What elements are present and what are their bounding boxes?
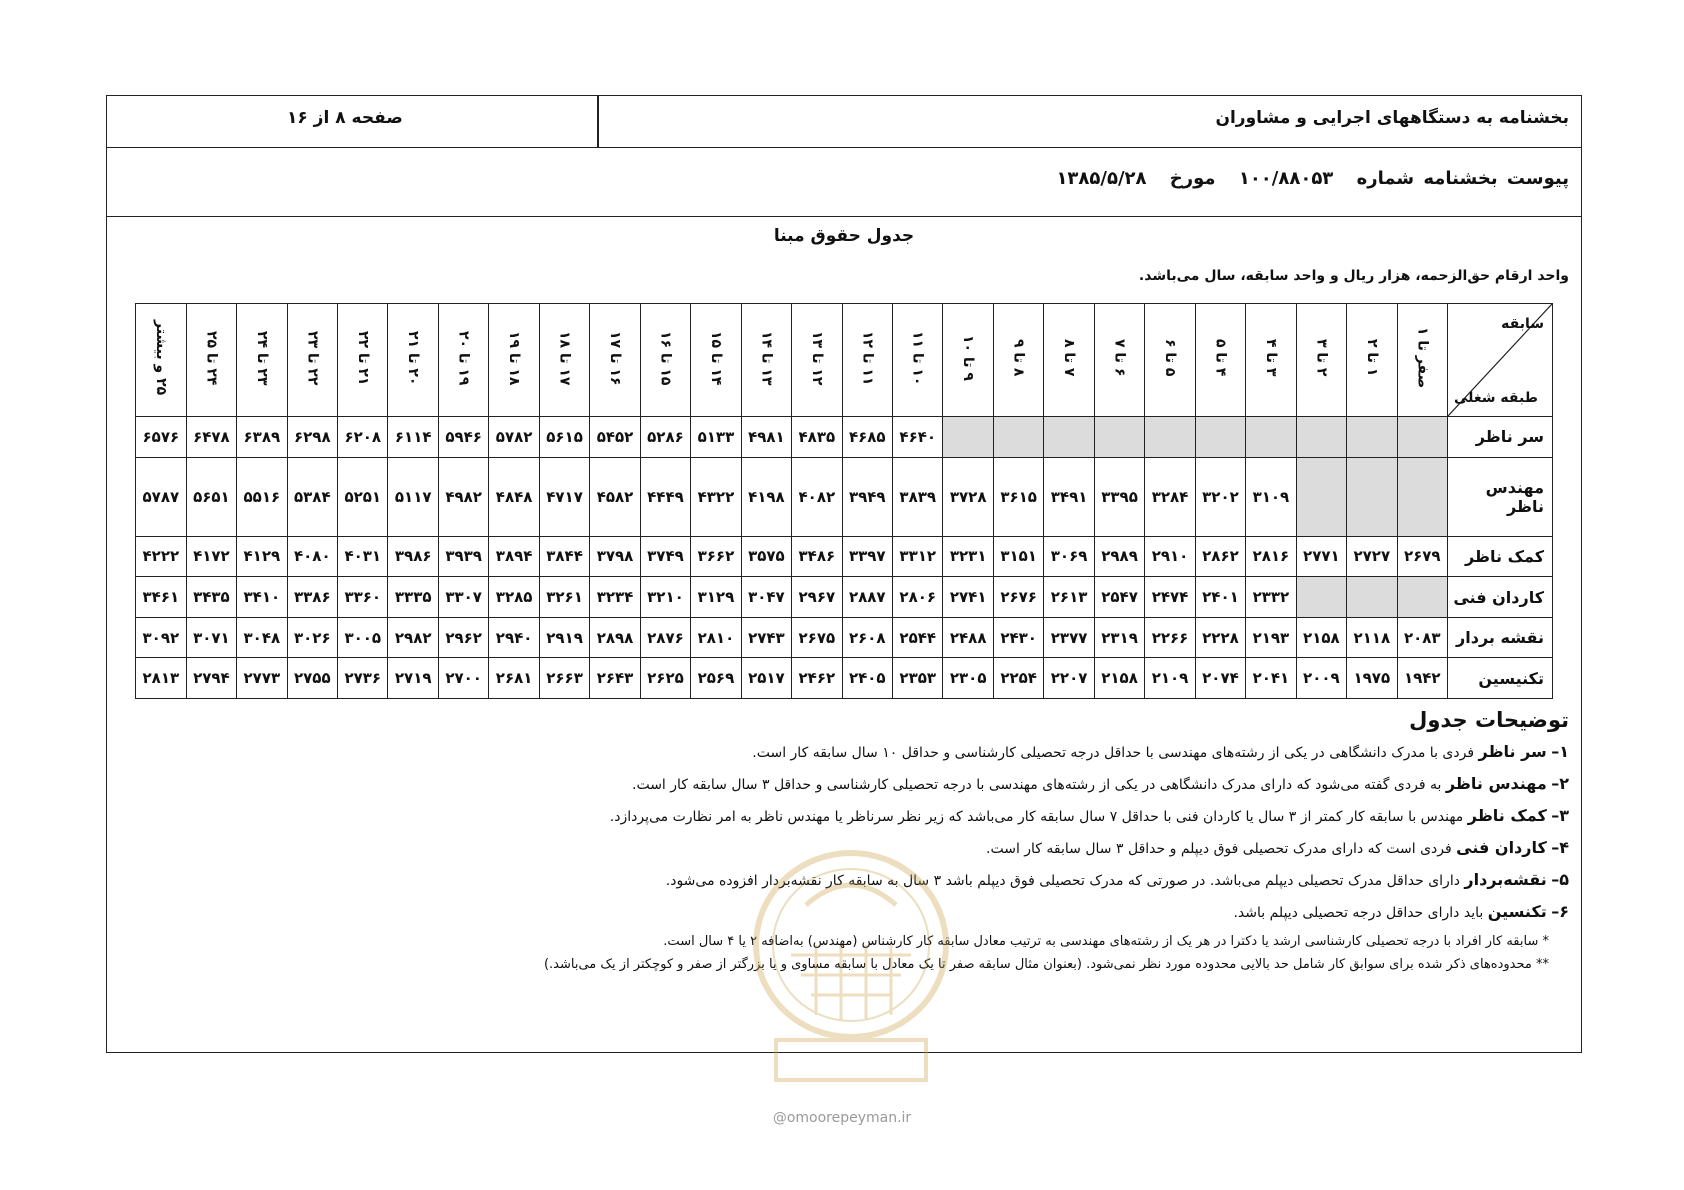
column-header-label: ۱۴ تا ۱۵: [707, 330, 724, 386]
page-number: صفحه ۸ از ۱۶: [287, 108, 403, 128]
column-header: [1094, 304, 1144, 417]
column-header-label: ۱۶ تا ۱۷: [607, 330, 624, 386]
table-cell: ۲۹۱۹: [539, 617, 589, 658]
note-term: نقشه‌بردار: [1464, 870, 1547, 889]
table-cell: ۳۴۹۱: [1044, 457, 1094, 536]
table-row: [136, 536, 1553, 577]
column-header-label: ۱۳ تا ۱۴: [758, 330, 775, 386]
table-cell: ۳۴۳۵: [186, 577, 236, 618]
table-cell-empty: [1347, 417, 1397, 458]
seal-watermark: [746, 845, 956, 1095]
column-header: [842, 304, 892, 417]
attachment-number: ۱۰۰/۸۸۰۵۳: [1238, 168, 1334, 189]
row-label: نقشه بردار: [1448, 617, 1553, 658]
note-number: ۶–: [1551, 902, 1569, 921]
table-cell: ۴۷۱۷: [539, 457, 589, 536]
table-cell: ۲۳۷۷: [1044, 617, 1094, 658]
column-header: [438, 304, 488, 417]
footnote-1: * سابقه کار افراد با درجه تحصیلی کارشناسی ارشد یا دکترا در هر یک از رشته‌های مهندسی به ترتیب معادل سابقه کار کارشناس (مهندس) به‌اضافه ۲ یا ۴ سال است.: [663, 934, 1549, 949]
table-cell: ۲۸۱۶: [1246, 536, 1296, 577]
table-cell-empty: [1094, 417, 1144, 458]
table-cell: ۳۳۸۶: [287, 577, 337, 618]
table-cell: ۵۶۱۵: [539, 417, 589, 458]
table-cell: ۲۷۷۳: [237, 658, 287, 699]
table-cell: ۲۷۱۹: [388, 658, 438, 699]
column-header-label: ۱۰ تا ۱۱: [909, 330, 926, 386]
table-cell: ۶۴۷۸: [186, 417, 236, 458]
table-cell: ۵۳۸۴: [287, 457, 337, 536]
table-cell: ۳۷۴۹: [640, 536, 690, 577]
table-cell: ۵۲۸۶: [640, 417, 690, 458]
table-cell: ۳۹۳۹: [438, 536, 488, 577]
table-cell: ۳۰۰۵: [338, 617, 388, 658]
note-number: ۳–: [1551, 806, 1569, 825]
table-cell: ۳۹۴۹: [842, 457, 892, 536]
table-cell: ۵۵۱۶: [237, 457, 287, 536]
table-cell: ۶۱۱۴: [388, 417, 438, 458]
table-row: [136, 457, 1553, 536]
column-header-label: ۱۱ تا ۱۲: [859, 330, 876, 386]
column-header: [893, 304, 943, 417]
column-header: [489, 304, 539, 417]
table-cell: ۴۰۳۱: [338, 536, 388, 577]
table-cell: ۳۰۷۱: [186, 617, 236, 658]
table-cell: ۲۵۱۷: [741, 658, 791, 699]
table-cell: ۳۷۹۸: [590, 536, 640, 577]
column-header-label: ۳ تا ۴: [1262, 339, 1279, 377]
table-cell: ۲۹۸۹: [1094, 536, 1144, 577]
table-cell: ۲۶۱۳: [1044, 577, 1094, 618]
table-cell: ۳۶۱۵: [993, 457, 1043, 536]
column-header: [186, 304, 236, 417]
table-cell: ۳۰۹۲: [136, 617, 187, 658]
corner-label-category: طبقه شغلی: [1454, 390, 1538, 406]
table-cell: ۳۳۶۰: [338, 577, 388, 618]
table-cell: ۵۷۸۷: [136, 457, 187, 536]
table-cell: ۳۳۳۵: [388, 577, 438, 618]
table-cell: ۳۲۰۲: [1195, 457, 1245, 536]
table-cell: ۴۱۹۸: [741, 457, 791, 536]
note-number: ۵–: [1551, 870, 1569, 889]
row-label: تکنیسین: [1448, 658, 1553, 699]
table-cell: ۲۱۵۸: [1094, 658, 1144, 699]
note-item: [129, 774, 1569, 795]
table-cell: ۲۰۷۴: [1195, 658, 1245, 699]
footnote-2: ** محدوده‌های ذکر شده برای سوابق کار شامل حد بالایی محدوده مورد نظر نمی‌شود. (بعنوان مثال سابقه صفر تا یک معادل با سابقه مساوی و یا بزرگتر از صفر و کوچکتر از یک می‌باشد.): [543, 957, 1549, 972]
table-cell: ۲۶۰۸: [842, 617, 892, 658]
note-text: به فردی گفته می‌شود که دارای مدرک دانشگاهی در یکی از رشته‌های مهندسی با درجه تحصیلی کارشناسی و حداقل ۳ سال سابقه کار است.: [632, 777, 1442, 793]
table-cell: ۲۸۷۶: [640, 617, 690, 658]
column-header-label: ۱۷ تا ۱۸: [556, 330, 573, 386]
table-cell: ۳۸۹۴: [489, 536, 539, 577]
table-cell: ۲۹۱۰: [1145, 536, 1195, 577]
column-header: [287, 304, 337, 417]
table-row: [136, 417, 1553, 458]
table-cell: ۲۱۵۸: [1296, 617, 1346, 658]
corner-label-experience: سابقه: [1501, 316, 1544, 332]
column-header-label: ۶ تا ۷: [1111, 339, 1128, 377]
table-cell: ۲۹۸۲: [388, 617, 438, 658]
table-cell: ۲۲۰۷: [1044, 658, 1094, 699]
table-cell: ۳۸۴۴: [539, 536, 589, 577]
note-item: [129, 742, 1569, 763]
table-cell-empty: [1044, 417, 1094, 458]
table-cell: ۲۶۲۵: [640, 658, 690, 699]
column-header: [590, 304, 640, 417]
table-cell-empty: [1195, 417, 1245, 458]
note-term: سر ناظر: [1478, 742, 1547, 761]
attachment-prefix: پیوست بخشنامه شماره: [1356, 168, 1569, 189]
table-row: [136, 577, 1553, 618]
table-cell: ۲۶۷۶: [993, 577, 1043, 618]
note-number: ۴–: [1551, 838, 1569, 857]
table-cell: ۲۴۸۸: [943, 617, 993, 658]
column-header-label: ۱۲ تا ۱۳: [808, 330, 825, 386]
table-cell: ۶۲۰۸: [338, 417, 388, 458]
table-cell: ۲۸۱۰: [691, 617, 741, 658]
table-cell: ۲۴۰۱: [1195, 577, 1245, 618]
table-cell: ۲۲۶۶: [1145, 617, 1195, 658]
table-cell: ۲۷۷۱: [1296, 536, 1346, 577]
table-cell: ۲۸۰۶: [893, 577, 943, 618]
watermark-site: @omoorepeyman.ir: [772, 1110, 912, 1126]
note-term: کاردان فنی: [1456, 838, 1547, 857]
column-header: [943, 304, 993, 417]
table-cell: ۲۹۶۷: [792, 577, 842, 618]
table-cell: ۲۷۹۴: [186, 658, 236, 699]
table-corner-cell: [1448, 304, 1553, 417]
table-cell-empty: [1296, 457, 1346, 536]
unit-note: واحد ارقام حق‌الزحمه، هزار ریال و واحد سابقه، سال می‌باشد.: [1138, 268, 1569, 284]
column-header: [792, 304, 842, 417]
table-cell: ۲۷۵۵: [287, 658, 337, 699]
table-cell: ۲۳۵۳: [893, 658, 943, 699]
column-header: [338, 304, 388, 417]
table-cell: ۲۰۸۳: [1397, 617, 1447, 658]
table-cell: ۳۲۳۱: [943, 536, 993, 577]
table-cell: ۲۰۴۱: [1246, 658, 1296, 699]
attachment-dated: مورخ: [1169, 168, 1216, 189]
note-number: ۲–: [1551, 774, 1569, 793]
table-cell: ۱۹۷۵: [1347, 658, 1397, 699]
column-header: [1347, 304, 1397, 417]
table-cell: ۲۶۷۵: [792, 617, 842, 658]
column-header: [539, 304, 589, 417]
table-cell: ۱۹۴۲: [1397, 658, 1447, 699]
table-cell: ۲۶۸۱: [489, 658, 539, 699]
note-text: فردی است که دارای مدرک تحصیلی فوق دیپلم و حداقل ۳ سال سابقه کار است.: [986, 841, 1452, 857]
table-cell: ۲۲۲۸: [1195, 617, 1245, 658]
table-cell: ۲۵۶۹: [691, 658, 741, 699]
table-cell: ۴۳۲۲: [691, 457, 741, 536]
salary-table: [135, 303, 1553, 699]
column-header-label: ۴ تا ۵: [1212, 339, 1229, 377]
attachment-date: ۱۳۸۵/۵/۲۸: [1056, 168, 1147, 189]
table-cell-empty: [1296, 577, 1346, 618]
table-cell-empty: [1145, 417, 1195, 458]
table-cell: ۴۹۸۲: [438, 457, 488, 536]
column-header: [1397, 304, 1447, 417]
column-header: [1044, 304, 1094, 417]
column-header-label: ۱۵ تا ۱۶: [657, 330, 674, 386]
table-cell: ۳۳۹۵: [1094, 457, 1144, 536]
column-header-label: ۲ تا ۳: [1313, 339, 1330, 377]
table-header-row: [136, 304, 1553, 417]
table-cell: ۲۸۹۸: [590, 617, 640, 658]
column-header-label: ۱۹ تا ۲۰: [455, 330, 472, 386]
column-header: [691, 304, 741, 417]
table-cell: ۲۷۴۳: [741, 617, 791, 658]
table-row: [136, 658, 1553, 699]
table-cell: ۳۱۰۹: [1246, 457, 1296, 536]
note-term: تکنسین: [1487, 902, 1547, 921]
table-cell: ۲۵۴۷: [1094, 577, 1144, 618]
table-cell: ۵۷۸۲: [489, 417, 539, 458]
attachment-row: [107, 148, 1581, 217]
table-cell: ۴۱۲۹: [237, 536, 287, 577]
note-text: مهندس با سابقه کار کمتر از ۳ سال یا کاردان فنی با حداقل ۷ سال سابقه کار می‌باشد که زیر نظر سرناظر یا مهندس ناظر به امر نظارت می‌پردازد.: [609, 809, 1464, 825]
column-header-label: ۲۰ تا ۲۱: [405, 330, 422, 386]
table-cell: ۲۶۴۳: [590, 658, 640, 699]
table-cell: ۴۶۴۰: [893, 417, 943, 458]
note-term: کمک ناظر: [1467, 806, 1547, 825]
table-cell: ۵۱۱۷: [388, 457, 438, 536]
column-header-label: ۹ تا ۱۰: [960, 335, 977, 381]
table-cell: ۲۹۴۰: [489, 617, 539, 658]
table-cell: ۳۲۶۱: [539, 577, 589, 618]
table-cell: ۳۲۸۵: [489, 577, 539, 618]
table-cell: ۲۰۰۹: [1296, 658, 1346, 699]
note-text: فردی با مدرک دانشگاهی در یکی از رشته‌های مهندسی با حداقل درجه تحصیلی کارشناسی و حداقل ۱۰ سال سابقه کار است.: [752, 745, 1475, 761]
table-cell: ۵۹۴۶: [438, 417, 488, 458]
note-text: باید دارای حداقل درجه تحصیلی دیپلم باشد.: [1233, 905, 1484, 921]
table-cell: ۳۳۰۷: [438, 577, 488, 618]
table-cell-empty: [1397, 417, 1447, 458]
column-header-label: صفر تا ۱: [1414, 327, 1431, 389]
table-cell: ۳۰۶۹: [1044, 536, 1094, 577]
table-cell: ۳۴۸۶: [792, 536, 842, 577]
column-header-label: ۱۸ تا ۱۹: [506, 330, 523, 386]
table-cell: ۳۹۸۶: [388, 536, 438, 577]
table-cell: ۲۳۳۲: [1246, 577, 1296, 618]
table-cell: ۲۵۴۴: [893, 617, 943, 658]
table-cell: ۳۰۲۶: [287, 617, 337, 658]
table-cell: ۴۹۸۱: [741, 417, 791, 458]
table-cell: ۳۶۶۲: [691, 536, 741, 577]
column-header: [1246, 304, 1296, 417]
table-cell: ۶۳۸۹: [237, 417, 287, 458]
column-header: [640, 304, 690, 417]
table-cell: ۳۵۷۵: [741, 536, 791, 577]
table-cell: ۴۲۲۲: [136, 536, 187, 577]
table-cell: ۲۷۳۶: [338, 658, 388, 699]
column-header-label: ۷ تا ۸: [1061, 339, 1078, 377]
table-cell: ۳۱۲۹: [691, 577, 741, 618]
table-cell-empty: [993, 417, 1043, 458]
column-header-label: ۲۱ تا ۲۲: [354, 330, 371, 386]
table-cell: ۲۴۶۲: [792, 658, 842, 699]
document-title: بخشنامه به دستگاههای اجرایی و مشاوران: [1215, 108, 1569, 128]
table-cell: ۶۲۹۸: [287, 417, 337, 458]
table-cell-empty: [943, 417, 993, 458]
attachment-line: [1042, 168, 1569, 189]
table-cell: ۳۲۳۴: [590, 577, 640, 618]
table-cell: ۲۶۶۳: [539, 658, 589, 699]
row-label: مهندس ناظر: [1448, 457, 1553, 536]
table-cell: ۶۵۷۶: [136, 417, 187, 458]
column-header-label: ۸ تا ۹: [1010, 339, 1027, 377]
table-cell: ۴۰۸۰: [287, 536, 337, 577]
table-cell: ۲۴۳۰: [993, 617, 1043, 658]
table-cell-empty: [1397, 457, 1447, 536]
table-cell: ۲۷۴۱: [943, 577, 993, 618]
column-header: [136, 304, 187, 417]
table-cell-empty: [1397, 577, 1447, 618]
table-cell: ۲۱۹۳: [1246, 617, 1296, 658]
table-cell: ۲۸۱۳: [136, 658, 187, 699]
table-cell: ۲۱۱۸: [1347, 617, 1397, 658]
note-term: مهندس ناظر: [1445, 774, 1547, 793]
table-cell: ۲۸۸۷: [842, 577, 892, 618]
column-header: [993, 304, 1043, 417]
table-cell: ۲۷۲۷: [1347, 536, 1397, 577]
column-header-label: ۲۲ تا ۲۳: [304, 330, 321, 386]
table-cell: ۳۷۲۸: [943, 457, 993, 536]
table-cell: ۲۴۰۵: [842, 658, 892, 699]
table-cell: ۳۴۶۱: [136, 577, 187, 618]
table-cell: ۴۰۸۲: [792, 457, 842, 536]
table-cell: ۳۸۳۹: [893, 457, 943, 536]
table-cell: ۳۰۴۸: [237, 617, 287, 658]
column-header-label: ۲۴ تا ۲۵: [203, 330, 220, 386]
table-cell-empty: [1347, 577, 1397, 618]
column-header: [1195, 304, 1245, 417]
table-title: جدول حقوق مبنا: [773, 226, 915, 246]
table-cell: ۴۸۳۵: [792, 417, 842, 458]
row-label: سر ناظر: [1448, 417, 1553, 458]
table-cell: ۲۳۱۹: [1094, 617, 1144, 658]
row-label: کمک ناظر: [1448, 536, 1553, 577]
table-cell: ۳۰۴۷: [741, 577, 791, 618]
table-cell-empty: [1347, 457, 1397, 536]
column-header-label: ۱ تا ۲: [1363, 339, 1380, 377]
table-cell: ۵۱۳۳: [691, 417, 741, 458]
table-cell: ۳۲۱۰: [640, 577, 690, 618]
table-cell: ۲۴۷۴: [1145, 577, 1195, 618]
row-label: کاردان فنی: [1448, 577, 1553, 618]
table-cell: ۲۱۰۹: [1145, 658, 1195, 699]
header-row: [107, 96, 1581, 148]
note-text: دارای حداقل مدرک تحصیلی دیپلم می‌باشد. در صورتی که مدرک تحصیلی فوق دیپلم باشد ۳ سال به سابقه کار نقشه‌بردار افزوده می‌شود.: [665, 873, 1460, 889]
table-cell-empty: [1296, 417, 1346, 458]
header-divider: [597, 96, 599, 147]
table-cell: ۳۲۸۴: [1145, 457, 1195, 536]
table-cell: ۳۳۱۲: [893, 536, 943, 577]
table-cell: ۳۴۱۰: [237, 577, 287, 618]
column-header: [388, 304, 438, 417]
column-header: [1145, 304, 1195, 417]
table-cell: ۵۲۵۱: [338, 457, 388, 536]
column-header: [237, 304, 287, 417]
note-number: ۱–: [1551, 742, 1569, 761]
notes-heading: توضیحات جدول: [1409, 708, 1569, 732]
column-header-label: ۵ تا ۶: [1162, 339, 1178, 377]
table-cell: ۴۵۸۲: [590, 457, 640, 536]
table-cell: ۲۶۷۹: [1397, 536, 1447, 577]
table-cell: ۴۸۴۸: [489, 457, 539, 536]
table-cell: ۲۷۰۰: [438, 658, 488, 699]
table-cell: ۲۹۶۲: [438, 617, 488, 658]
table-cell: ۲۸۶۲: [1195, 536, 1245, 577]
table-cell: ۵۶۵۱: [186, 457, 236, 536]
table-cell: ۲۲۵۴: [993, 658, 1043, 699]
table-cell: ۲۳۰۵: [943, 658, 993, 699]
table-row: [136, 617, 1553, 658]
column-header: [1296, 304, 1346, 417]
column-header: [741, 304, 791, 417]
column-header-label: ۲۳ تا ۲۴: [253, 330, 270, 386]
table-cell: ۳۳۹۷: [842, 536, 892, 577]
column-header-label: ۲۵ و بیشتر: [152, 320, 169, 396]
note-item: [129, 806, 1569, 827]
table-cell-empty: [1246, 417, 1296, 458]
table-cell: ۴۴۴۹: [640, 457, 690, 536]
table-cell: ۴۱۷۲: [186, 536, 236, 577]
table-cell: ۴۶۸۵: [842, 417, 892, 458]
table-cell: ۵۴۵۲: [590, 417, 640, 458]
table-cell: ۳۱۵۱: [993, 536, 1043, 577]
